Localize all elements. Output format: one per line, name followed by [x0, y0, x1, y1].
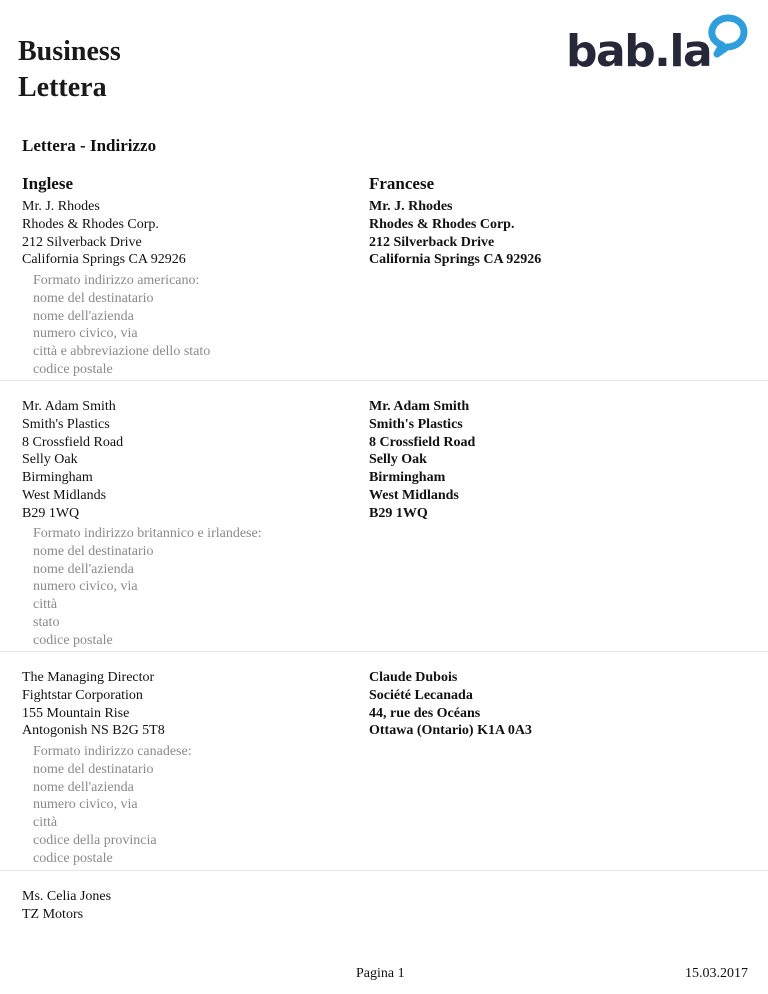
- entry: [0, 398, 768, 652]
- note-line: nome del destinatario: [33, 543, 154, 559]
- note-line: stato: [33, 614, 60, 630]
- target-line: Société Lecanada: [369, 687, 473, 703]
- title-line-2: Lettera: [18, 72, 107, 103]
- target-line: Mr. J. Rhodes: [369, 199, 453, 214]
- target-line: California Springs CA 92926: [369, 252, 542, 268]
- note-line: numero civico, via: [33, 326, 138, 342]
- source-address: [22, 888, 111, 924]
- source-line: Mr. J. Rhodes: [22, 199, 100, 214]
- note-line: Formato indirizzo britannico e irlandese:: [33, 526, 262, 541]
- note-line: città: [33, 597, 58, 613]
- note-line: nome del destinatario: [33, 290, 154, 306]
- document-title: [18, 34, 121, 106]
- entry: [0, 669, 768, 871]
- note-line: Formato indirizzo canadese:: [33, 744, 192, 759]
- source-line: B29 1WQ: [22, 505, 80, 521]
- note-line: codice della provincia: [33, 832, 157, 848]
- target-line: Selly Oak: [369, 452, 427, 468]
- source-line: Antogonish NS B2G 5T8: [22, 723, 165, 739]
- target-address: [369, 398, 475, 523]
- note-line: Formato indirizzo americano:: [33, 273, 200, 288]
- source-line: 155 Mountain Rise: [22, 705, 130, 721]
- note-line: città e abbreviazione dello stato: [33, 344, 211, 360]
- source-address: [22, 398, 123, 523]
- source-line: Fightstar Corporation: [22, 687, 143, 703]
- column-header-target: Francese: [369, 174, 435, 193]
- target-line: Mr. Adam Smith: [369, 399, 470, 414]
- note-line: numero civico, via: [33, 797, 138, 813]
- target-line: Claude Dubois: [369, 670, 458, 685]
- source-line: Ms. Celia Jones: [22, 889, 112, 904]
- target-line: West Midlands: [369, 487, 459, 503]
- source-line: West Midlands: [22, 487, 107, 503]
- speech-bubble-icon: [706, 14, 750, 64]
- logo-text: bab.la: [566, 26, 712, 77]
- format-note: [33, 272, 210, 379]
- column-header-source: Inglese: [22, 174, 73, 193]
- target-line: 212 Silverback Drive: [369, 234, 495, 250]
- note-line: nome dell'azienda: [33, 561, 134, 577]
- source-address: [22, 198, 186, 269]
- title-line-1: Business: [18, 36, 121, 67]
- source-line: 212 Silverback Drive: [22, 234, 142, 250]
- entry: [0, 888, 768, 928]
- target-line: 44, rue des Océans: [369, 705, 481, 721]
- source-line: Rhodes & Rhodes Corp.: [22, 216, 159, 232]
- source-line: TZ Motors: [22, 906, 84, 922]
- target-address: [369, 198, 541, 269]
- target-line: Smith's Plastics: [369, 416, 463, 432]
- target-line: Rhodes & Rhodes Corp.: [369, 216, 515, 232]
- source-line: Mr. Adam Smith: [22, 399, 116, 414]
- format-note: [33, 743, 192, 868]
- bab-la-logo[interactable]: [566, 14, 750, 78]
- target-line: Birmingham: [369, 470, 446, 486]
- entry: [0, 198, 768, 381]
- source-address: [22, 669, 165, 740]
- source-line: The Managing Director: [22, 670, 155, 685]
- note-line: codice postale: [33, 632, 113, 648]
- source-line: Selly Oak: [22, 452, 78, 468]
- note-line: nome dell'azienda: [33, 308, 134, 324]
- document-date: 15.03.2017: [685, 966, 748, 981]
- source-line: California Springs CA 92926: [22, 252, 186, 268]
- source-line: Birmingham: [22, 470, 93, 486]
- target-line: B29 1WQ: [369, 505, 428, 521]
- note-line: numero civico, via: [33, 579, 138, 595]
- note-line: nome del destinatario: [33, 761, 154, 777]
- note-line: nome dell'azienda: [33, 779, 134, 795]
- note-line: codice postale: [33, 361, 113, 377]
- note-line: città: [33, 815, 58, 831]
- format-note: [33, 525, 262, 650]
- section-title: Lettera - Indirizzo: [22, 136, 157, 155]
- note-line: codice postale: [33, 850, 113, 866]
- source-line: Smith's Plastics: [22, 416, 110, 432]
- target-line: Ottawa (Ontario) K1A 0A3: [369, 723, 532, 739]
- target-line: 8 Crossfield Road: [369, 434, 476, 450]
- page-number: Pagina 1: [356, 966, 405, 981]
- source-line: 8 Crossfield Road: [22, 434, 124, 450]
- target-address: [369, 669, 532, 740]
